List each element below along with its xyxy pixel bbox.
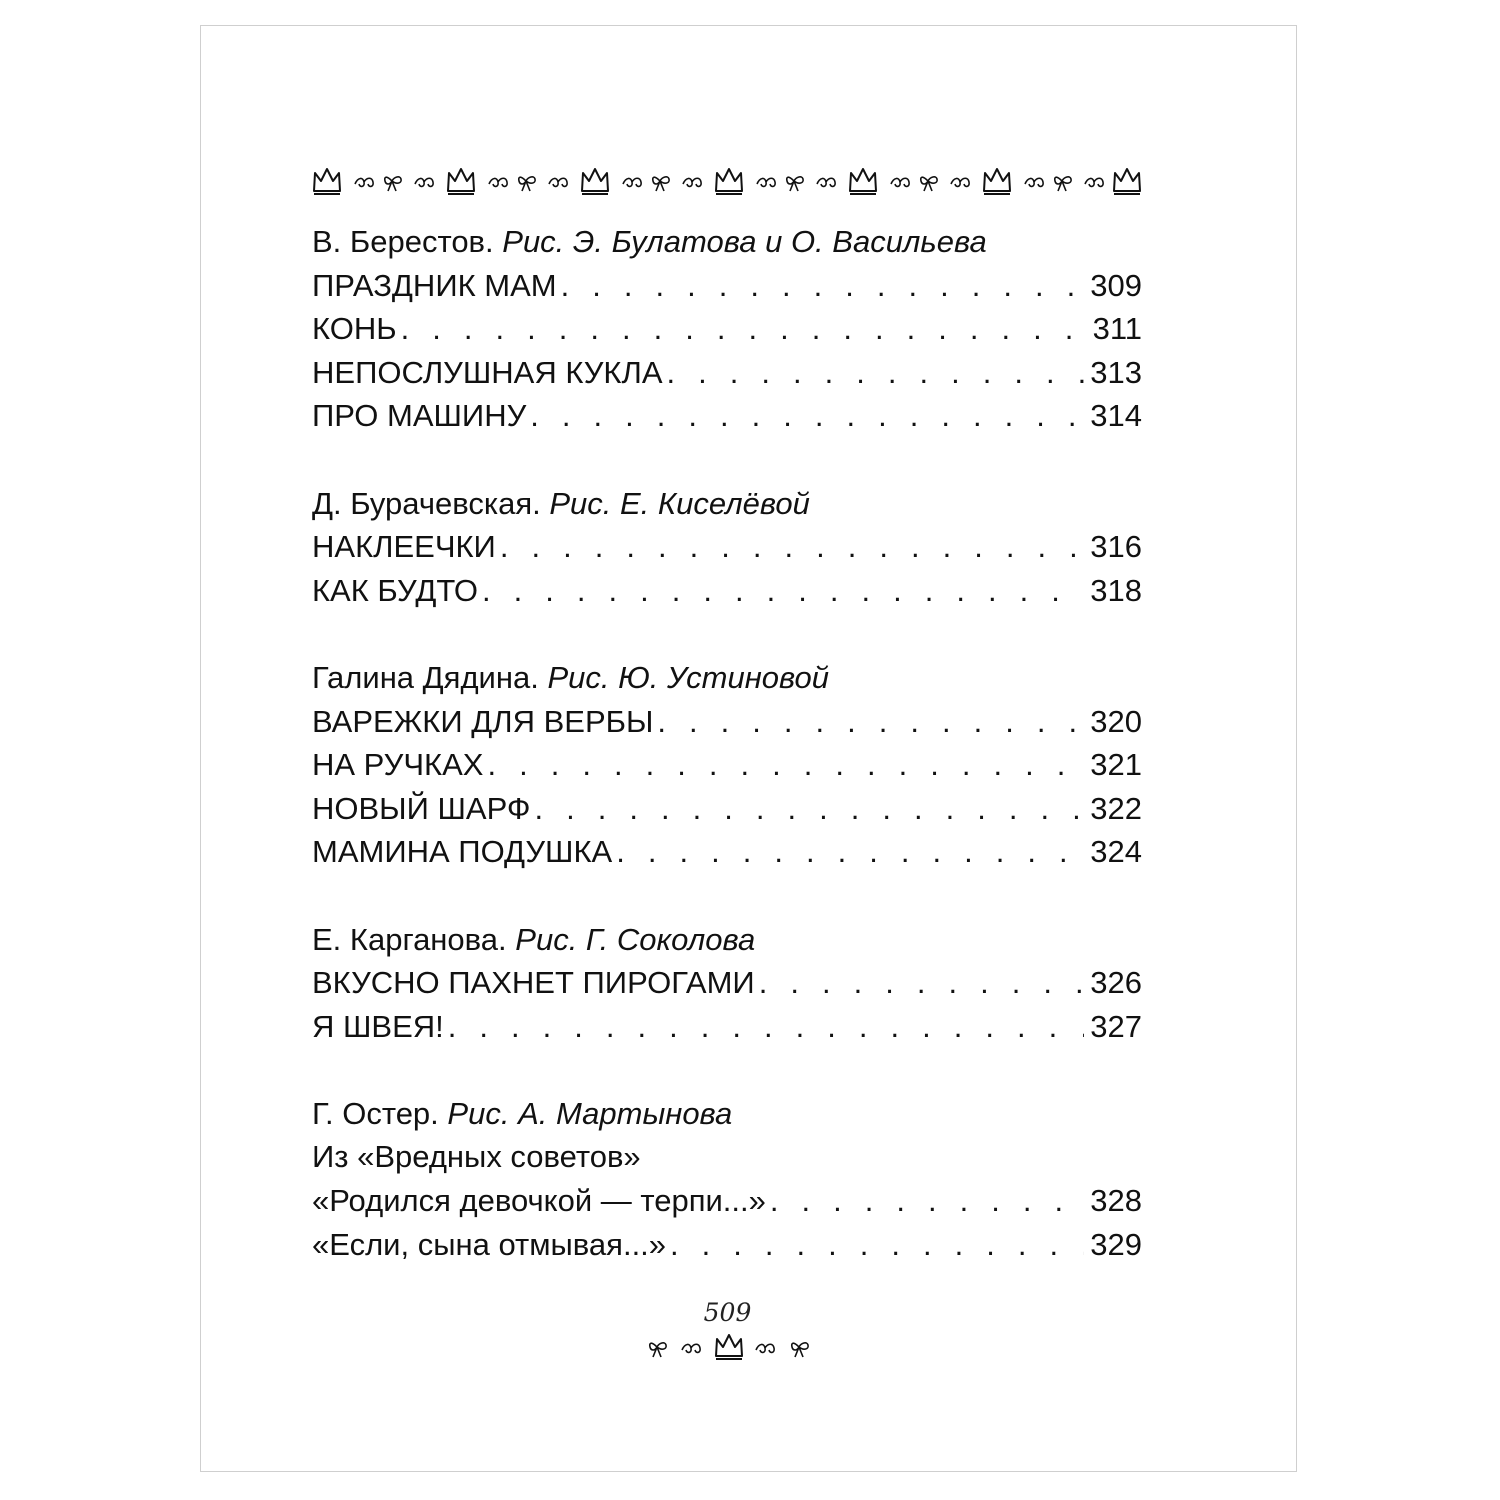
crown-icon <box>448 169 474 194</box>
swirl-icon <box>683 178 701 186</box>
toc-entry[interactable] <box>312 569 1142 613</box>
entry-page: 313 <box>1090 354 1142 390</box>
spacer <box>312 1048 1142 1092</box>
entry-page: 322 <box>1090 790 1142 826</box>
spacer <box>312 612 1142 656</box>
entry-page: 327 <box>1090 1008 1142 1044</box>
author-name: В. Берестов. <box>312 224 494 259</box>
toc-entry[interactable] <box>312 264 1142 308</box>
dot-leader <box>653 700 1084 744</box>
dot-leader <box>666 1223 1084 1267</box>
bow-icon <box>650 1343 666 1357</box>
footer-ornament <box>645 1332 813 1362</box>
swirl-icon <box>817 178 835 186</box>
entry-page: 328 <box>1090 1183 1142 1219</box>
bow-icon <box>792 1343 808 1357</box>
section-heading <box>312 482 1142 526</box>
entry-page: 318 <box>1090 572 1142 608</box>
toc-entry[interactable] <box>312 307 1142 351</box>
toc-entry[interactable] <box>312 961 1142 1005</box>
crown-icon <box>716 1335 742 1359</box>
dot-leader <box>397 307 1087 351</box>
entry-title: КОНЬ <box>312 311 397 347</box>
entry-page: 320 <box>1090 703 1142 739</box>
bow-icon <box>1055 177 1071 191</box>
toc-entry[interactable] <box>312 351 1142 395</box>
swirl-icon <box>757 178 775 186</box>
entry-page: 326 <box>1090 965 1142 1001</box>
swirl-icon <box>1085 178 1103 186</box>
toc-entry[interactable] <box>312 1005 1142 1049</box>
toc-entry[interactable] <box>312 830 1142 874</box>
dot-leader <box>496 525 1084 569</box>
toc-entry[interactable] <box>312 1179 1142 1223</box>
section-heading <box>312 656 1142 700</box>
toc-entry[interactable] <box>312 1223 1142 1267</box>
top-ornament-border <box>312 165 1142 199</box>
dot-leader <box>766 1179 1084 1223</box>
swirl-icon <box>1025 178 1043 186</box>
illustrator-credit: Рис. Э. Булатова и О. Васильева <box>502 224 987 259</box>
dot-leader <box>483 743 1084 787</box>
swirl-icon <box>951 178 969 186</box>
entry-page: 311 <box>1092 311 1142 347</box>
bow-icon <box>787 177 803 191</box>
entry-page: 309 <box>1090 267 1142 303</box>
entry-title: ПРАЗДНИК МАМ <box>312 267 557 303</box>
page-number: 509 <box>703 1298 752 1327</box>
illustrator-credit: Рис. Г. Соколова <box>515 921 756 957</box>
crown-icon <box>716 169 742 194</box>
dot-leader <box>612 830 1084 874</box>
illustrator-credit: Рис. Е. Киселёвой <box>549 485 810 521</box>
swirl-icon <box>415 178 433 186</box>
author-name: Г. Остер. <box>312 1095 439 1131</box>
section-heading <box>312 1092 1142 1136</box>
entry-title: НА РУЧКАХ <box>312 747 484 783</box>
illustrator-credit: Рис. Ю. Устиновой <box>547 659 829 695</box>
swirl-icon <box>756 1344 774 1352</box>
crown-icon <box>850 169 876 194</box>
swirl-icon <box>549 178 567 186</box>
dot-leader <box>531 787 1085 831</box>
dot-leader <box>444 1005 1085 1049</box>
dot-leader <box>557 264 1085 308</box>
entry-page: 324 <box>1090 834 1142 870</box>
entry-title: НЕПОСЛУШНАЯ КУКЛА <box>312 354 663 390</box>
bow-icon <box>519 177 535 191</box>
entry-title: МАМИНА ПОДУШКА <box>312 834 613 870</box>
toc-entry[interactable] <box>312 743 1142 787</box>
dot-leader <box>526 394 1084 438</box>
bow-icon <box>653 177 669 191</box>
crown-icon <box>582 169 608 194</box>
dot-leader <box>755 961 1085 1005</box>
entry-page: 329 <box>1090 1226 1142 1262</box>
spacer <box>312 874 1142 918</box>
swirl-icon <box>891 178 909 186</box>
section-heading <box>312 220 1142 264</box>
swirl-icon <box>623 178 641 186</box>
swirl-icon <box>682 1344 700 1352</box>
toc-entry[interactable] <box>312 394 1142 438</box>
entry-page: 321 <box>1090 747 1142 783</box>
entry-title: «Если, сына отмывая...» <box>312 1226 667 1262</box>
entry-page: 314 <box>1090 398 1142 434</box>
dot-leader <box>663 351 1085 395</box>
bow-icon <box>385 177 401 191</box>
author-name: Галина Дядина. <box>312 659 539 695</box>
crown-icon <box>984 169 1010 194</box>
illustrator-credit: Рис. А. Мартынова <box>447 1095 733 1131</box>
entry-page: 316 <box>1090 529 1142 565</box>
section-heading <box>312 918 1142 962</box>
entry-title: НАКЛЕЕЧКИ <box>312 529 496 565</box>
crown-icon <box>1114 169 1140 194</box>
entry-title: ПРО МАШИНУ <box>312 398 527 434</box>
entry-title: НОВЫЙ ШАРФ <box>312 790 531 826</box>
crown-icon <box>314 169 340 194</box>
entry-title: КАК БУДТО <box>312 572 478 608</box>
spacer <box>312 438 1142 482</box>
author-name: Д. Бурачевская. <box>312 485 541 521</box>
dot-leader <box>478 569 1084 613</box>
entry-title: ВКУСНО ПАХНЕТ ПИРОГАМИ <box>312 965 755 1001</box>
toc-entry[interactable] <box>312 787 1142 831</box>
swirl-icon <box>489 178 507 186</box>
entry-title: ВАРЕЖКИ ДЛЯ ВЕРБЫ <box>312 703 654 739</box>
entry-title: «Родился девочкой — терпи...» <box>312 1183 766 1219</box>
toc-entry[interactable] <box>312 525 1142 569</box>
entry-title: Я ШВЕЯ! <box>312 1008 444 1044</box>
swirl-icon <box>355 178 373 186</box>
bow-icon <box>921 177 937 191</box>
toc-entry[interactable] <box>312 700 1142 744</box>
table-of-contents <box>312 220 1142 1266</box>
subheading: Из «Вредных советов» <box>312 1139 641 1175</box>
author-name: Е. Карганова. <box>312 921 507 957</box>
